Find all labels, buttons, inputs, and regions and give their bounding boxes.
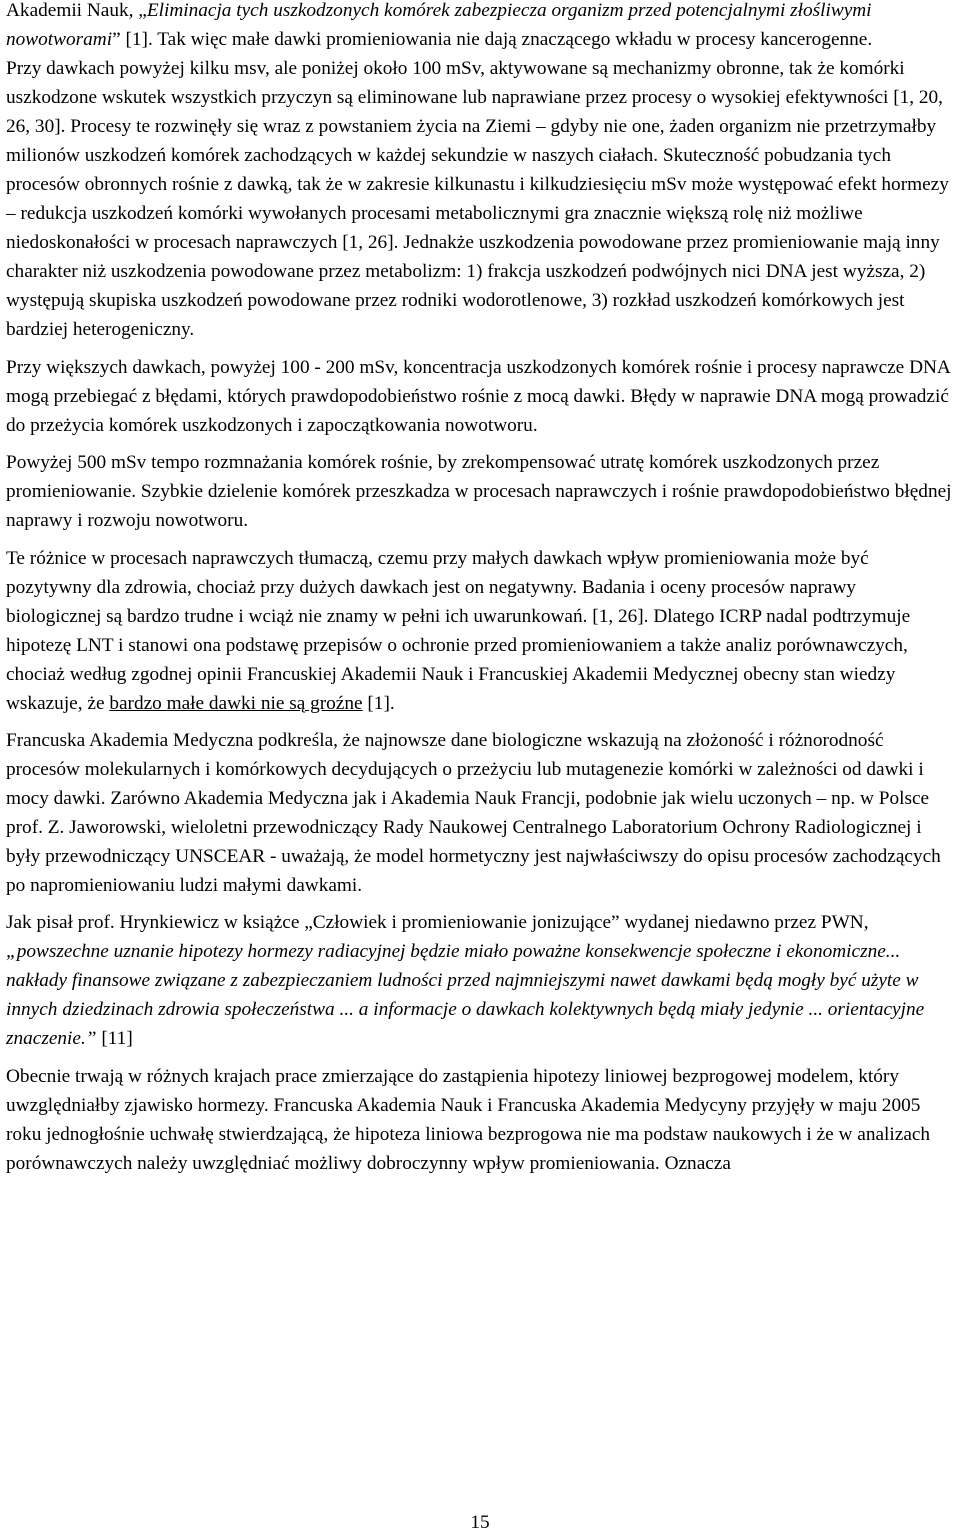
paragraph-6: Francuska Akademia Medyczna podkreśla, że najnowsze dane biologiczne wskazują na złożoność i różnorodność procesów molekularnych i komórkowych decydujących o przeżyciu lub mutagenezie komórki w zależności od dawki i mocy dawki. Zarówno Akademia Medyczna jak i Akademia Nauk Francji, podobnie jak wielu uczonych – np. w Polsce prof. Z. Jaworowski, wieloletni przewodniczący Rady Naukowej Centralnego Laboratorium Ochrony Radiologicznej i były przewodniczący UNSCEAR - uważają, że model hormetyczny jest najwłaściwszy do opisu procesów zachodzących po napromieniowaniu ludzi małymi dawkami. — [6, 730, 941, 896]
paragraph-4: Powyżej 500 mSv tempo rozmnażania komórek rośnie, by zrekompensować utratę komórek uszkodzonych przez promieniowanie. Szybkie dzielenie komórek przeszkadza w procesach naprawczych i rośnie prawdopodobieństwo błędnej naprawy i rozwoju nowotworu. — [6, 452, 952, 531]
document-page — [6, 0, 956, 1178]
page-number: 15 — [470, 1512, 490, 1533]
paragraph-3: Przy większych dawkach, powyżej 100 - 200 mSv, koncentracja uszkodzonych komórek rośnie i procesy naprawcze DNA mogą przebiegać z błędami, których prawdopodobieństwo rośnie z mocą dawki. Błędy w naprawie DNA mogą prowadzić do przeżycia komórek uszkodzonych i zapoczątkowania nowotworu. — [6, 357, 950, 436]
paragraph-1-quote: Eliminacja tych uszkodzonych komórek zabezpiecza organizm przed potencjalnymi złośliwymi nowotworami — [6, 0, 872, 50]
paragraph-5 — [6, 544, 956, 718]
paragraph-5-citation: [1]. — [362, 693, 395, 714]
paragraph-7-quote: „powszechne uznanie hipotezy hormezy radiacyjnej będzie miało poważne konsekwencje społeczne i ekonomiczne... nakłady finansowe związane z zabezpieczaniem ludności przed najmniejszymi nawet dawkami będą mogły być użyte w innych dziedzinach zdrowia społeczeństwa ... a informacje o dawkach kolektywnych będą miały jedynie ... orientacyjne znaczenie.” — [6, 941, 925, 1049]
paragraph-1 — [6, 0, 956, 54]
paragraph-7-citation: [11] — [96, 1028, 133, 1049]
paragraph-5-underlined: bardzo małe dawki nie są groźne — [109, 693, 363, 714]
paragraph-8: Obecnie trwają w różnych krajach prace zmierzające do zastąpienia hipotezy liniowej bezprogowej modelem, który uwzględniałby zjawisko hormezy. Francuska Akademia Nauk i Francuska Akademia Medycyny przyjęły w maju 2005 roku jednogłośnie uchwałę stwierdzającą, że hipoteza liniowa bezprogowa nie ma podstaw naukowych i że w analizach porównawczych należy uwzględniać możliwy dobroczynny wpływ promieniowania. Oznacza — [6, 1066, 931, 1174]
paragraph-7-lead: Jak pisał prof. Hrynkiewicz w książce „Człowiek i promieniowanie jonizujące” wydanej niedawno przez PWN, — [6, 912, 869, 933]
paragraph-1-tail: ” [1]. Tak więc małe dawki promieniowania nie dają znaczącego wkładu w procesy kancerogenne. — [112, 29, 873, 50]
paragraph-2: Przy dawkach powyżej kilku msv, ale poniżej około 100 mSv, aktywowane są mechanizmy obronne, tak że komórki uszkodzone wskutek wszystkich przyczyn są eliminowane lub naprawiane przez procesy o wysokiej efektywności [1, 20, 26, 30]. Procesy te rozwinęły się wraz z powstaniem życia na Ziemi – gdyby nie one, żaden organizm nie przetrzymałby milionów uszkodzeń komórek zachodzących w każdej sekundzie w naszych ciałach. Skuteczność pobudzania tych procesów obronnych rośnie z dawką, tak że w zakresie kilkunastu i kilkudziesięciu mSv może występować efekt hormezy – redukcja uszkodzeń komórki wywołanych procesami metabolicznymi gra znacznie większą rolę niż możliwe niedoskonałości w procesach naprawczych [1, 26]. Jednakże uszkodzenia powodowane przez promieniowanie mają inny charakter niż uszkodzenia powodowane przez metabolizm: 1) frakcja uszkodzeń podwójnych nici DNA jest wyższa, 2) występują skupiska uszkodzeń powodowane przez rodniki wodorotlenowe, 3) rozkład uszkodzeń komórkowych jest bardziej heterogeniczny. — [6, 58, 949, 340]
paragraph-7 — [6, 908, 956, 1053]
paragraph-1-lead: Akademii Nauk, „ — [6, 0, 147, 21]
paragraph-5-body: Te różnice w procesach naprawczych tłumaczą, czemu przy małych dawkach wpływ promieniowania może być pozytywny dla zdrowia, chociaż przy dużych dawkach jest on negatywny. Badania i oceny procesów naprawy biologicznej są bardzo trudne i wciąż nie znamy w pełni ich uwarunkowań. [1, 26]. Dlatego ICRP nadal podtrzymuje hipotezę LNT i stanowi ona podstawę przepisów o ochronie przed promieniowaniem a także analiz porównawczych, chociaż według zgodnej opinii Francuskiej Akademii Nauk i Francuskiej Akademii Medycznej obecny stan wiedzy wskazuje, że — [6, 548, 911, 714]
